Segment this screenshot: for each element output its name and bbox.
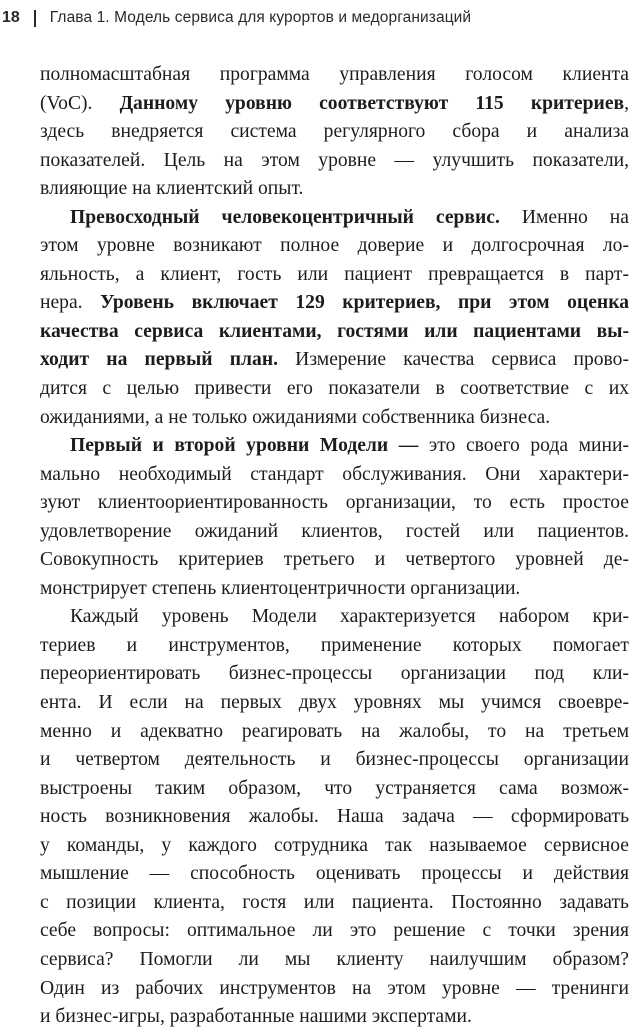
text-line (40, 61, 629, 90)
text-line (40, 632, 629, 661)
text-segment: монстрирует степень клиентоцентричности организации. (40, 577, 521, 599)
text-line (40, 775, 629, 804)
text-segment: дится с целью привести его показатели в соответствие с их (40, 378, 629, 400)
text-line (40, 489, 629, 518)
text-line (40, 546, 629, 575)
text-segment: здесь внедряется система регулярного сбора и анализа (40, 121, 629, 143)
text-segment: , (624, 92, 629, 114)
text-line (40, 689, 629, 718)
text-segment: Совокупность критериев третьего и четвертого уровней де- (40, 549, 629, 571)
text-line (40, 261, 629, 290)
text-line (40, 518, 629, 547)
text-line (40, 860, 629, 889)
text-segment: ожиданиями, а не только ожиданиями собственника бизнеса. (40, 406, 551, 428)
text-segment: у команды, у каждого сотрудника так называемое сервисное (40, 834, 629, 856)
chapter-title: Глава 1. Модель сервиса для курортов и медорганизаций (49, 9, 472, 26)
text-segment: мышление — способность оценивать процессы и действия (40, 863, 629, 885)
text-segment: этом уровне возникают полное доверие и долгосрочная ло- (40, 235, 629, 257)
text-segment: и бизнес-игры, разработанные нашими экспертами. (40, 1006, 472, 1028)
text-line (40, 432, 629, 461)
text-segment: это своего рода мини- (418, 435, 630, 457)
text-line (40, 889, 629, 918)
text-segment: териев и инструментов, применение которых помогает (40, 634, 629, 656)
text-line (40, 232, 629, 261)
text-line (40, 289, 629, 318)
text-segment: ента. И если на первых двух уровнях мы учимся своевре- (40, 692, 629, 714)
text-segment: зуют клиентоориентированность организации, то есть простое (40, 492, 629, 514)
text-line (40, 975, 629, 1004)
text-line (40, 147, 629, 176)
text-line (40, 603, 629, 632)
text-segment: мально необходимый стандарт обслуживания. Они характери- (40, 463, 629, 485)
text-line (40, 375, 629, 404)
text-segment: Именно на (499, 206, 629, 228)
text-line (40, 346, 629, 375)
page-number: 18 (2, 9, 20, 26)
text-line (40, 575, 629, 604)
bold-text: Данному уровню соответствуют 115 критериев (119, 92, 625, 114)
text-line (40, 461, 629, 490)
text-segment: (VoC). (40, 92, 120, 114)
text-segment: Каждый уровень Модели характеризуется набором кри- (70, 606, 629, 628)
text-segment: переориентировать бизнес-процессы организации под кли- (40, 663, 629, 685)
body-text (40, 61, 629, 1032)
text-line (40, 803, 629, 832)
paragraph (40, 204, 629, 432)
text-line (40, 746, 629, 775)
text-segment: удовлетворение ожиданий клиентов, гостей или пациентов. (40, 520, 629, 542)
text-line (40, 175, 629, 204)
running-header (0, 6, 639, 30)
text-segment: с позиции клиента, гостя или пациента. Постоянно задавать (40, 891, 629, 913)
text-segment: показателей. Цель на этом уровне — улучшить показатели, (40, 149, 629, 171)
text-segment: Измерение качества сервиса прово- (278, 349, 629, 371)
text-segment: менно и адекватно реагировать на жалобы, то на третьем (40, 720, 629, 742)
header-divider (34, 10, 36, 27)
text-line (40, 917, 629, 946)
text-line (40, 204, 629, 233)
bold-text: качества сервиса клиентами, гостями или пациентами вы- (40, 320, 629, 342)
text-segment: полномасштабная программа управления голосом клиента (40, 64, 629, 85)
text-segment: сервиса? Помогли ли мы клиенту наилучшим образом? (40, 948, 629, 970)
text-line (40, 946, 629, 975)
text-segment: нера. (40, 292, 101, 314)
bold-text: Превосходный человекоцентричный сервис. (70, 206, 500, 228)
text-segment: выстроены таким образом, что устраняется сама возмож- (40, 777, 629, 799)
text-segment: ность возникновения жалобы. Наша задача — сформировать (40, 806, 629, 828)
paragraph (40, 432, 629, 603)
bold-text: Уровень включает 129 критериев, при этом оценка (100, 292, 630, 314)
text-line (40, 404, 629, 433)
text-line (40, 1003, 629, 1032)
text-segment: влияющие на клиентский опыт. (40, 178, 304, 200)
text-line (40, 318, 629, 347)
text-line (40, 832, 629, 861)
bold-text: Первый и второй уровни Модели — (70, 435, 419, 457)
text-segment: яльность, а клиент, гость или пациент превращается в парт- (40, 263, 629, 285)
text-segment: себе вопросы: оптимальное ли это решение с точки зрения (40, 920, 629, 942)
paragraph (40, 61, 629, 204)
text-segment: и четвертом деятельность и бизнес-процессы организации (40, 749, 629, 771)
text-line (40, 660, 629, 689)
text-line (40, 90, 629, 119)
text-segment: Один из рабочих инструментов на этом уровне — тренинги (40, 977, 629, 999)
text-line (40, 718, 629, 747)
paragraph (40, 603, 629, 1031)
text-line (40, 118, 629, 147)
bold-text: ходит на первый план. (40, 349, 279, 371)
